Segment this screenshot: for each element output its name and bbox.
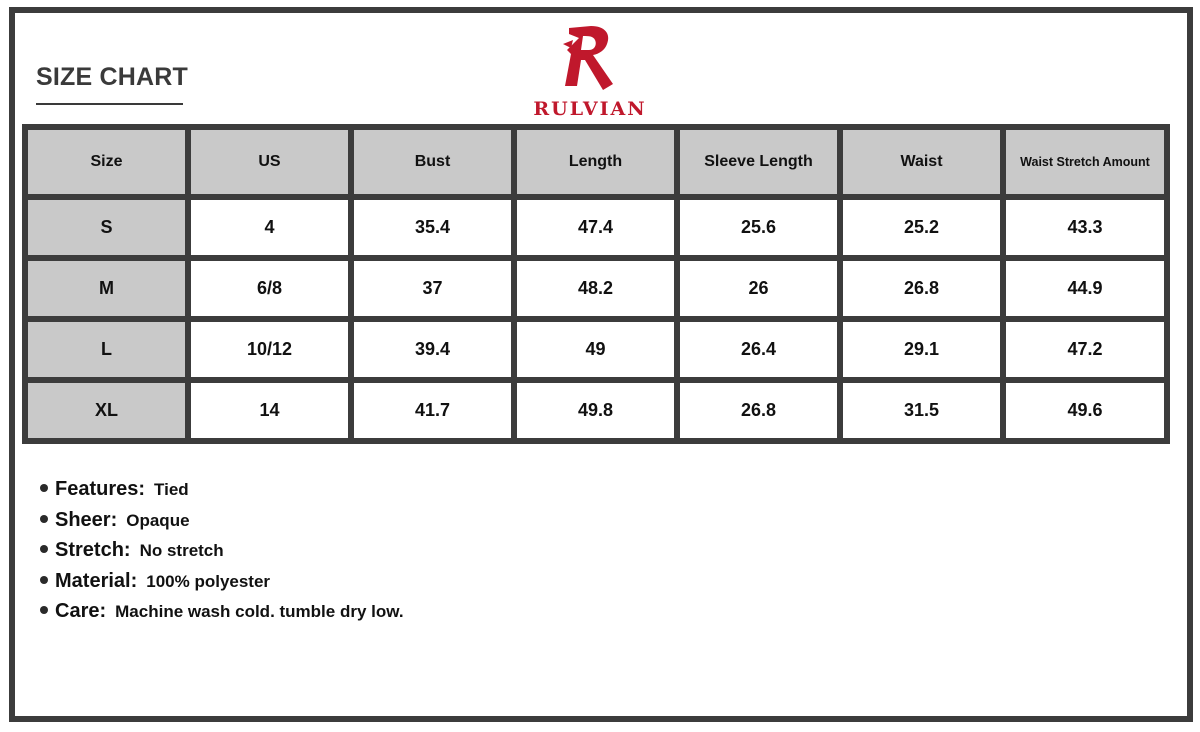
table-cell: 29.1 [843, 322, 1000, 377]
feature-label: Care: [55, 600, 107, 622]
feature-label: Features: [55, 478, 146, 500]
size-cell: L [28, 322, 185, 377]
table-cell: 47.2 [1006, 322, 1164, 377]
table-cell: 26.4 [680, 322, 837, 377]
table-header-row [28, 130, 1164, 194]
feature-label: Stretch: [55, 539, 131, 561]
feature-value: Opaque [126, 510, 190, 530]
table-cell: 41.7 [354, 383, 511, 438]
table-cell: 49.8 [517, 383, 674, 438]
list-item [40, 478, 404, 509]
size-cell: M [28, 261, 185, 316]
table-cell: 14 [191, 383, 348, 438]
table-cell: 25.6 [680, 200, 837, 255]
list-item [40, 570, 404, 601]
table-cell: 43.3 [1006, 200, 1164, 255]
table-cell: 6/8 [191, 261, 348, 316]
table-cell: 47.4 [517, 200, 674, 255]
table-cell: 49.6 [1006, 383, 1164, 438]
bullet-icon [40, 576, 48, 584]
header-waist: Waist [843, 130, 1000, 194]
header-sleeve-length: Sleeve Length [680, 130, 837, 194]
table-cell: 37 [354, 261, 511, 316]
table-cell: 26.8 [843, 261, 1000, 316]
bullet-icon [40, 606, 48, 614]
feature-value: No stretch [139, 541, 224, 560]
feature-label: Material: [55, 569, 138, 592]
list-item [40, 600, 404, 631]
table-cell: 26 [680, 261, 837, 316]
header-bust: Bust [354, 130, 511, 194]
table-cell: 44.9 [1006, 261, 1164, 316]
page-title: SIZE CHART [36, 63, 188, 91]
bullet-icon [40, 484, 48, 492]
table-cell: 49 [517, 322, 674, 377]
table-row [28, 322, 1164, 377]
feature-value: Machine wash cold. tumble dry low. [115, 602, 404, 621]
bullet-icon [40, 515, 48, 523]
features-list [40, 478, 404, 631]
feature-label: Sheer: [55, 508, 118, 531]
brand-name: RULVIAN [533, 98, 647, 120]
feature-value: Tied [154, 480, 189, 499]
table-row [28, 383, 1164, 438]
table-cell: 39.4 [354, 322, 511, 377]
table-cell: 4 [191, 200, 348, 255]
size-cell: S [28, 200, 185, 255]
bullet-icon [40, 545, 48, 553]
table-cell: 10/12 [191, 322, 348, 377]
header-length: Length [517, 130, 674, 194]
header-us: US [191, 130, 348, 194]
title-underline [36, 103, 183, 105]
brand-logo [526, 20, 656, 120]
table-row [28, 200, 1164, 255]
table-cell: 26.8 [680, 383, 837, 438]
table-cell: 48.2 [517, 261, 674, 316]
size-table [22, 124, 1170, 444]
rulvian-r-logo-icon [561, 24, 621, 94]
size-cell: XL [28, 383, 185, 438]
table-row [28, 261, 1164, 316]
table-cell: 25.2 [843, 200, 1000, 255]
header-size: Size [28, 130, 185, 194]
table-cell: 35.4 [354, 200, 511, 255]
table-cell: 31.5 [843, 383, 1000, 438]
list-item [40, 539, 404, 570]
list-item [40, 509, 404, 540]
header-waist-stretch: Waist Stretch Amount [1006, 130, 1164, 194]
feature-value: 100% polyester [146, 571, 271, 591]
